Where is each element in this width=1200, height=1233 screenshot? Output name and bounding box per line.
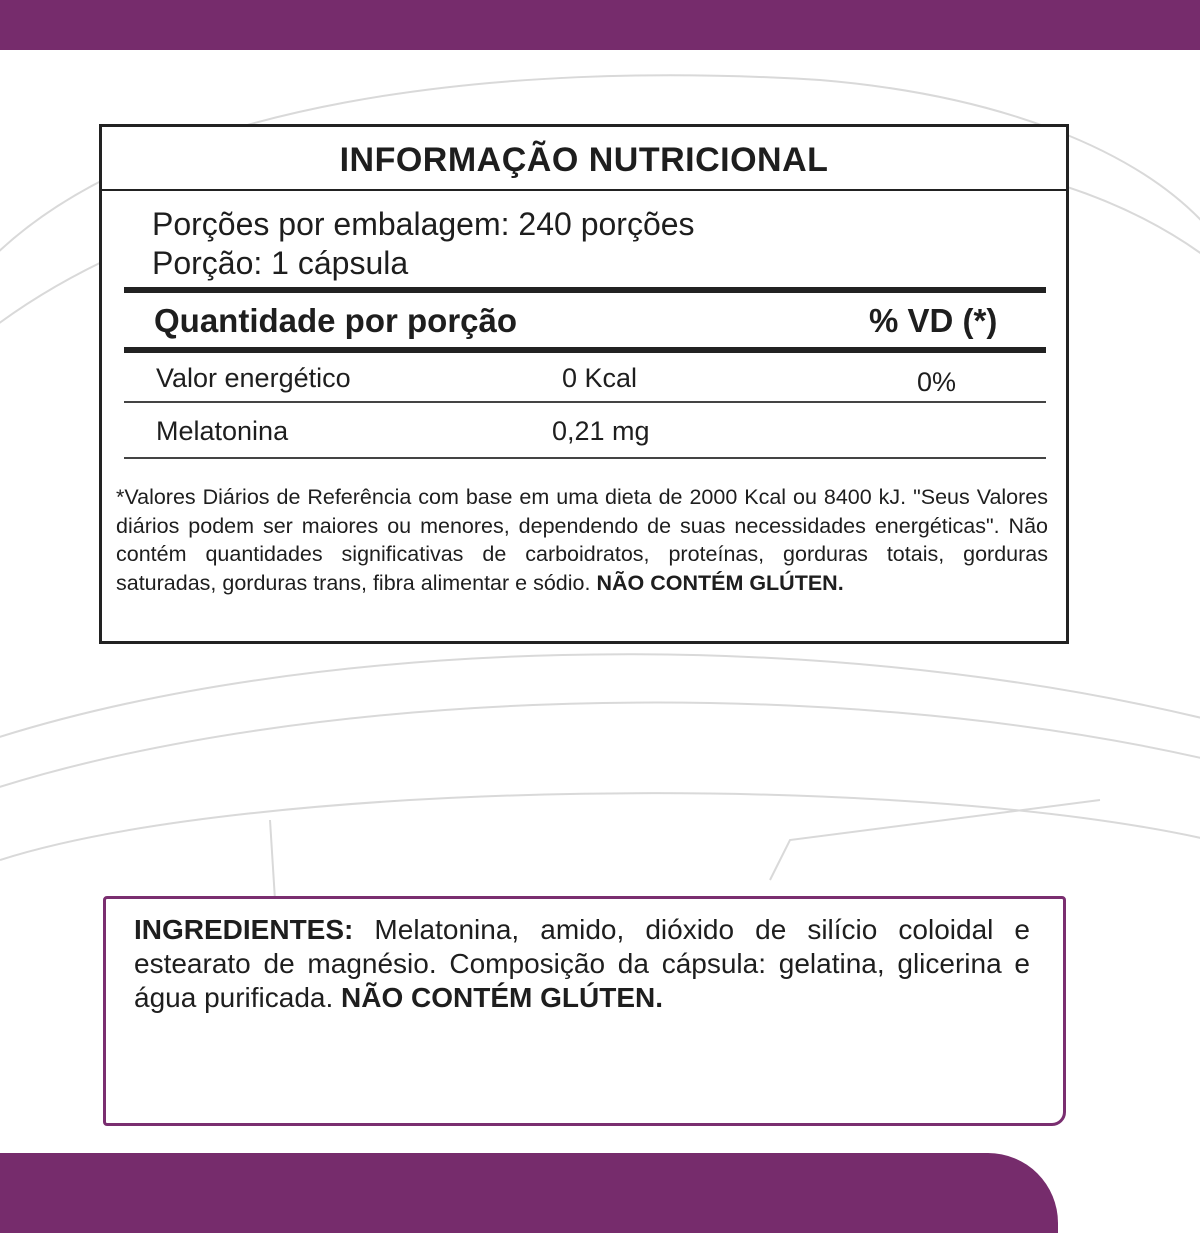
nutrition-facts-table (99, 124, 1069, 644)
ingredients-gluten-warning: NÃO CONTÉM GLÚTEN. (341, 982, 664, 1013)
header-daily-value: % VD (*) (869, 302, 998, 339)
row-name: Valor energético (156, 363, 351, 393)
footnote (116, 483, 1048, 597)
row-name: Melatonina (156, 416, 289, 446)
footnote-text: *Valores Diários de Referência com base em uma dieta de 2000 Kcal ou 8400 kJ. "Seus Valores diários podem ser maiores ou menores, dependendo de suas necessidades energéticas". Não contém quantidades significativas de carboidratos, proteínas, gorduras totais, gorduras saturadas, gorduras trans, fibra alimentar e sódio. (116, 485, 1048, 595)
nutrition-title: INFORMAÇÃO NUTRICIONAL (102, 127, 1066, 191)
ingredients-box (103, 896, 1066, 1126)
header-amount-per-serving: Quantidade por porção (154, 302, 518, 339)
ingredients-label: INGREDIENTES: (134, 914, 354, 945)
thick-divider (124, 347, 1046, 353)
thin-divider (124, 457, 1046, 459)
row-amount: 0 Kcal (562, 363, 638, 393)
row-amount: 0,21 mg (552, 416, 650, 446)
bottom-brand-band (0, 1153, 1058, 1233)
footnote-gluten-warning: NÃO CONTÉM GLÚTEN. (596, 570, 844, 595)
serving-size: Porção: 1 cápsula (152, 245, 409, 281)
serving-info (152, 205, 695, 283)
ingredients-list: Melatonina, amido, dióxido de silício coloidal e estearato de magnésio. Composição da cápsula: gelatina, glicerina e água purificada. (134, 914, 1030, 1013)
servings-per-package: Porções por embalagem: 240 porções (152, 206, 695, 242)
thick-divider (124, 287, 1046, 293)
ingredients-text (134, 913, 1030, 1015)
thin-divider (124, 401, 1046, 403)
row-daily-value: 0% (917, 367, 957, 397)
